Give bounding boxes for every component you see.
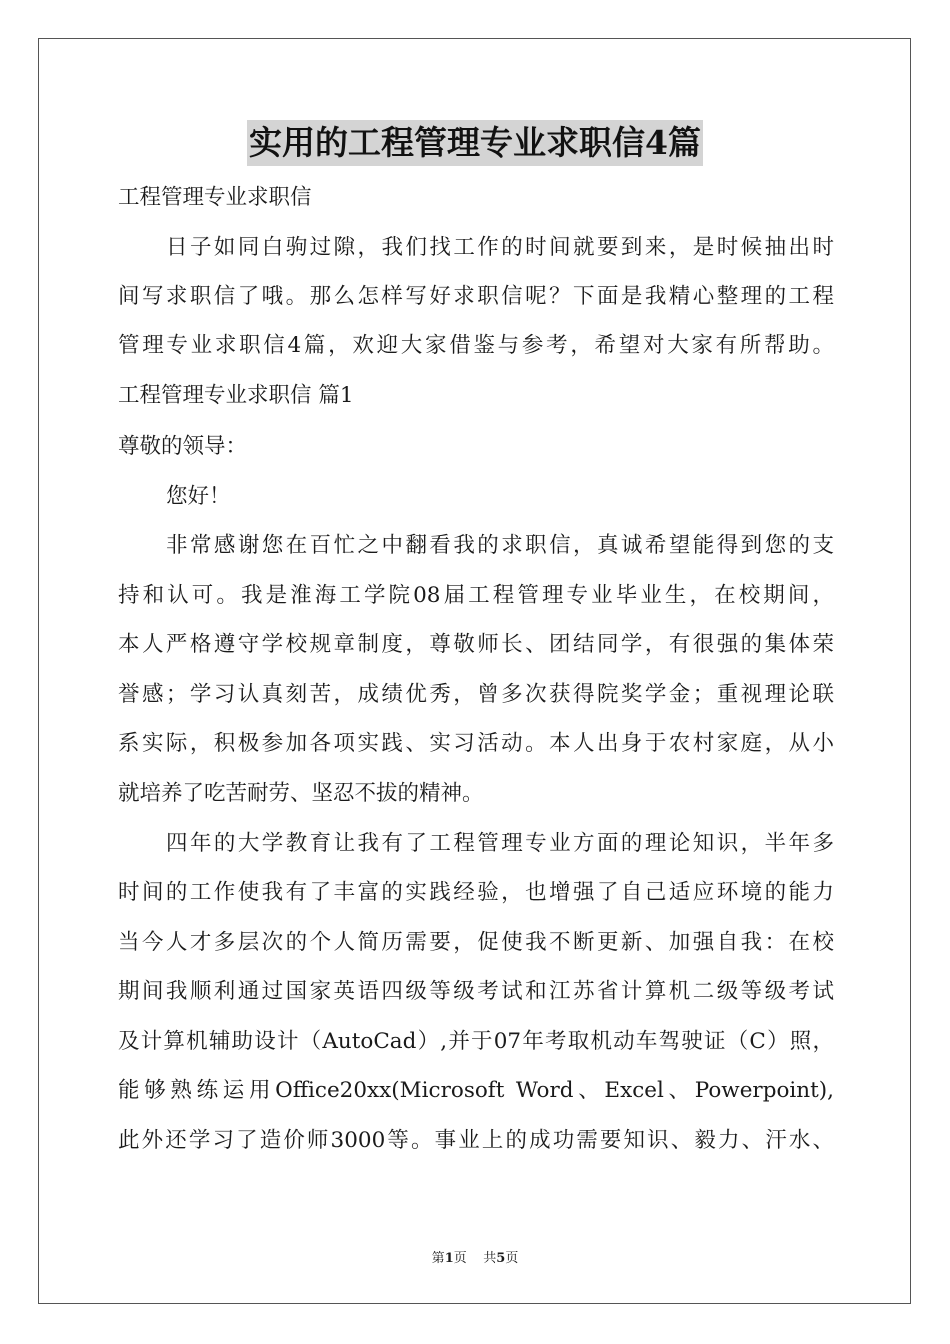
paragraph-line: 当今人才多层次的个人简历需要，促使我不断更新、加强自我：在校 bbox=[118, 930, 834, 955]
paragraph-line: 时间的工作使我有了丰富的实践经验，也增强了自己适应环境的能力 bbox=[118, 880, 834, 905]
footer-mid: 页 共 bbox=[453, 1251, 497, 1266]
page-footer bbox=[0, 1247, 950, 1266]
document-title: 实用的工程管理专业求职信4篇 bbox=[247, 120, 703, 166]
paragraph-line: 四年的大学教育让我有了工程管理专业方面的理论知识，半年多 bbox=[166, 831, 834, 856]
footer-prefix: 第 bbox=[431, 1251, 445, 1266]
paragraph-line: 期间我顺利通过国家英语四级等级考试和江苏省计算机二级等级考试 bbox=[118, 979, 834, 1004]
footer-suffix: 页 bbox=[505, 1251, 519, 1266]
paragraph-line: 就培养了吃苦耐劳、坚忍不拔的精神。 bbox=[118, 781, 484, 806]
intro-line: 间写求职信了哦。那么怎样写好求职信呢？下面是我精心整理的工程 bbox=[118, 284, 834, 309]
paragraph-line: 持和认可。我是淮海工学院08届工程管理专业毕业生，在校期间， bbox=[118, 583, 834, 608]
paragraph-line: 本人严格遵守学校规章制度，尊敬师长、团结同学，有很强的集体荣 bbox=[118, 632, 834, 657]
paragraph-line: 此外还学习了造价师3000等。事业上的成功需要知识、毅力、汗水、 bbox=[118, 1128, 834, 1153]
page-border bbox=[38, 38, 911, 1304]
greeting: 您好！ bbox=[166, 484, 231, 509]
section-heading: 工程管理专业求职信 篇1 bbox=[118, 383, 354, 408]
paragraph-line: 系实际，积极参加各项实践、实习活动。本人出身于农村家庭，从小 bbox=[118, 731, 834, 756]
footer-page-number: 1 bbox=[444, 1251, 454, 1266]
salutation: 尊敬的领导： bbox=[118, 434, 248, 459]
paragraph-line: 及计算机辅助设计（AutoCad）,并于07年考取机动车驾驶证（C）照， bbox=[118, 1029, 834, 1054]
subtitle: 工程管理专业求职信 bbox=[118, 185, 312, 210]
paragraph-line: 誉感；学习认真刻苦，成绩优秀，曾多次获得院奖学金；重视理论联 bbox=[118, 682, 834, 707]
footer-total-pages: 5 bbox=[496, 1251, 506, 1266]
intro-line: 日子如同白驹过隙，我们找工作的时间就要到来，是时候抽出时 bbox=[166, 235, 834, 260]
paragraph-line: 能够熟练运用Office20xx(Microsoft Word、Excel、Powerpoint), bbox=[118, 1078, 834, 1103]
title-container bbox=[0, 120, 950, 166]
intro-line: 管理专业求职信4篇，欢迎大家借鉴与参考，希望对大家有所帮助。 bbox=[118, 333, 834, 358]
paragraph-line: 非常感谢您在百忙之中翻看我的求职信，真诚希望能得到您的支 bbox=[166, 533, 834, 558]
